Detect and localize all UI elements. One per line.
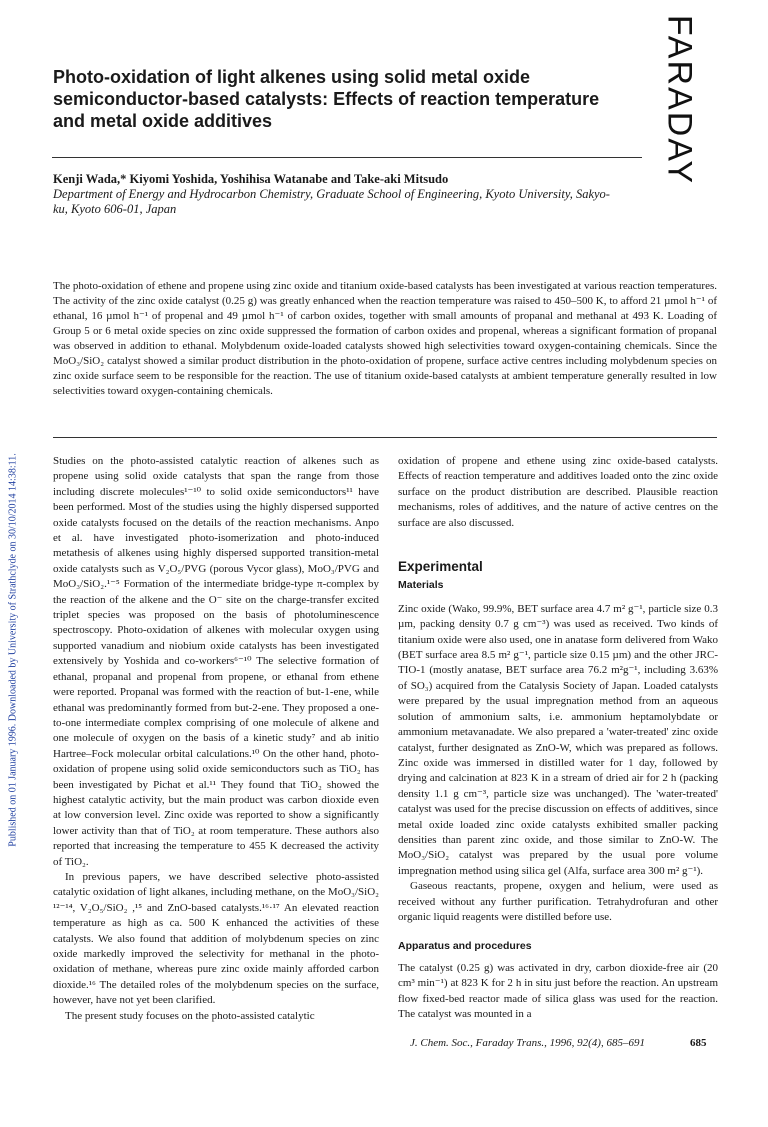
article-title: Photo-oxidation of light alkenes using solid metal oxide semiconductor-based catalysts: Effects of reaction temperature and metal oxide additives [53, 67, 600, 131]
materials-paragraph-2: Gaseous reactants, propene, oxygen and helium, were used as received without any further purification. Tetrahydrofuran and other organic liquid reagents were distilled before use. [398, 880, 718, 923]
abstract-rule [53, 437, 717, 438]
page-number: 685 [690, 1037, 707, 1049]
materials-paragraph-1: Zinc oxide (Wako, 99.9%, BET surface area 4.7 m² g⁻¹, particle size 0.3 µm, packing density 0.7 g cm⁻³) was used as received. Two kinds of titanium oxide were also used, one in anatase form delivered from Wako (BET surface area 8.5 m² g⁻¹, particle size 0.15 µm) and the other JRC-TIO-1 (mostly anatase, BET surface area 76.2 m²g⁻¹, including 3.63% of SO₃) acquired from the Catalysis Society of Japan. Loaded catalysts were prepared by the usual impregnation method from an aqueous solution of ammonium salts, i.e. ammonium heptamolybdate or ammonium metavanadate. We also prepared a 'water-treated' zinc oxide catalyst, further designated as ZnO-W, which was prepared as follows. Zinc oxide was immersed in distilled water for 1 day, followed by drying and calcination at 823 K in a stream of dried air for 2 h (packing density 1.1 g cm⁻³, particle size was unchanged). The 'water-treated' catalyst was used for the precise discussion on effects of additives, since metal oxide loaded zinc oxide catalysts exhibited smaller packing densities than parent zinc oxide, and those similar to ZnO-W. The MoO₃/SiO₂ catalyst was prepared by the usual pore volume impregnation method using silica gel (Alfa, surface area 300 m² g⁻¹). [398, 602, 718, 877]
intro-paragraph-3: The present study focuses on the photo-assisted catalytic [65, 1009, 315, 1022]
journal-banner-text: FARADAY [660, 14, 699, 186]
apparatus-paragraph: The catalyst (0.25 g) was activated in dry, carbon dioxide-free air (20 cm³ min⁻¹) at 823 K for 2 h in situ just before the reaction. An upstream flow fixed-bed reactor made of silica glass was used for the reaction. The catalyst was mounted in a [398, 961, 718, 1020]
subheading-materials: Materials [398, 579, 444, 592]
abstract: The photo-oxidation of ethene and propene using zinc oxide and titanium oxide-based catalysts has been investigated at various reaction temperatures. The activity of the zinc oxide catalyst (0.25 g) was greatly enhanced when the reaction temperature was raised to 450–500 K, to afford 21 µmol h⁻¹ of ethanal, 16 µmol h⁻¹ of propenal and 49 µmol h⁻¹ of carbon oxides, together with small amounts of propanal and methanal at 493 K. Loading of Group 5 or 6 metal oxide species on zinc oxide suppressed the formation of carbon oxides and propenal, whereas a significant formation of propanal was observed in addition to ethanal. Molybdenum oxide-loaded catalysts showed high selectivities toward oxygen-containing chemicals. Since the MoO₃/SiO₂ catalyst showed a similar product distribution in the photo-oxidation of propene, surface active centres including molybdenum species on zinc oxide surface seem to be responsible for the reaction. The use of titanium oxide-based catalysts at ambient temperature generally resulted in low selectivities toward oxygen-containing chemicals. [53, 280, 717, 397]
intro-paragraph-1: Studies on the photo-assisted catalytic reaction of alkenes such as propene using solid oxide catalysts that span the range from those including discrete molecules¹⁻¹⁰ to solid oxide semiconductors¹¹ have been performed. Most of the studies using the highly dispersed supported oxide catalysts focused on the details of the reaction mechanisms. Anpo et al. have investigated photo-isomerization and photo-induced metathesis of alkenes using highly dispersed supported transition-metal oxide catalysts such as V₂O₅/PVG (porous Vycor glass), MoO₃/PVG and MoO₃/SiO₂.¹⁻⁵ Formation of the intermediate bridge-type π-complex by the reaction of the alkene and the O⁻ site on the charge-transfer excited triplet species was proposed on the basis of photoluminescence spectroscopy. Photo-oxidation of alkenes with molecular oxygen using supported vanadium and niobium oxide catalysts has been investigated extensively by Yoshida and co-workers⁶⁻¹⁰ The selective formation of ethanal, propanal and propenal from propene, or ethanal from ethene were reported. Propanal was formed with the reaction of but-1-ene, while ethanal was predominantly formed from but-2-ene. They proposed a one-to-one intermediate complex comprising of one molecule of alkene and one molecule of oxygen on the basis of a kinetic study⁷ and ab initio Hartree–Fock molecular orbital calculations.¹⁰ On the other hand, photo-oxidation of propene using solid oxide semiconductors such as TiO₂ has been investigated by Pichat et al.¹¹ They found that TiO₂ showed the highest catalytic activity, but the main product was carbon dioxide even at low conversion level. Zinc oxide was reported to show a significantly lower activity than that of TiO₂ at room temperature. These authors also reported that increasing the temperature to 455 K decreased the activity of TiO₂. [53, 455, 379, 868]
journal-citation: J. Chem. Soc., Faraday Trans., 1996, 92(4), 685–691 [410, 1037, 645, 1049]
right-column [398, 454, 718, 1022]
journal-banner [642, 14, 714, 186]
author-list: Kenji Wada,* Kiyomi Yoshida, Yoshihisa Watanabe and Take-aki Mitsudo [53, 172, 449, 186]
download-notice[interactable]: Published on 01 January 1996. Downloaded by University of Strathclyde on 30/10/2014 14:38:11. [7, 453, 19, 847]
header-rule [52, 157, 642, 158]
affiliation: Department of Energy and Hydrocarbon Chemistry, Graduate School of Engineering, Kyoto University, Sakyo-ku, Kyoto 606-01, Japan [53, 187, 610, 216]
left-column [53, 454, 379, 1024]
section-heading-experimental: Experimental [398, 559, 483, 575]
subheading-apparatus: Apparatus and procedures [398, 940, 532, 953]
intro-continuation: oxidation of propene and ethene using zinc oxide-based catalysts. Effects of reaction temperature and additives loaded onto the zinc oxide surface on the product distribution are described. Plausible reaction mechanisms, roles of additives, and the nature of active centres on the surface are also discussed. [398, 455, 718, 529]
intro-paragraph-2: In previous papers, we have described selective photo-assisted catalytic oxidation of light alkanes, including methane, on the MoO₃/SiO₂ ¹²⁻¹⁴, V₂O₅/SiO₂ ,¹⁵ and ZnO-based catalysts.¹⁶·¹⁷ An elevated reaction temperature as high as ca. 500 K enhanced the activities of these catalysts. We also found that addition of molybdenum species on zinc oxide markedly improved the selectivity for methanal in the photo-oxidation of methane, whereas pure zinc oxide mainly afforded carbon dioxide.¹⁶ The detailed roles of the molybdenum species on the surface, however, have not yet been clarified. [53, 870, 379, 1007]
